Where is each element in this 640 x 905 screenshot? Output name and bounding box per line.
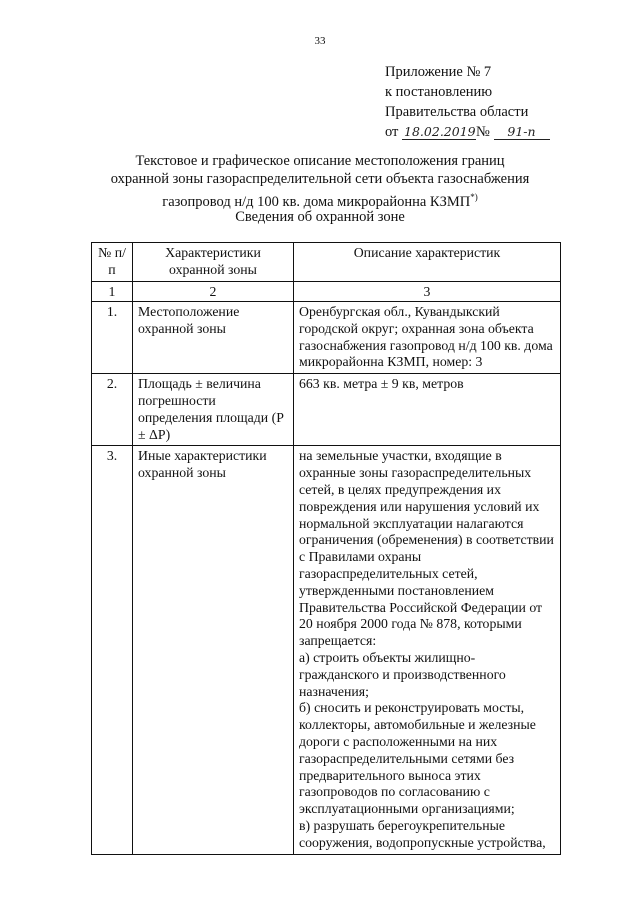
appendix-line-1: Приложение № 7 xyxy=(385,64,492,80)
row-characteristic: Местоположение охранной зоны xyxy=(133,302,294,374)
header-characteristics: Характеристики охранной зоны xyxy=(133,243,294,282)
header-description: Описание характеристик xyxy=(294,243,561,282)
row-description xyxy=(294,302,561,374)
table-row xyxy=(92,446,561,854)
appendix-block xyxy=(385,62,550,142)
table-index-row xyxy=(92,282,561,302)
index-cell-3: 3 xyxy=(294,282,561,302)
index-cell-2: 2 xyxy=(133,282,294,302)
number-label: № xyxy=(476,124,490,140)
protection-zone-table xyxy=(91,242,561,855)
from-label: от xyxy=(385,124,399,140)
index-cell-1: 1 xyxy=(92,282,133,302)
handwritten-number: 91-п xyxy=(494,125,550,140)
description-paragraph: на земельные участки, входящие в охранные зоны газораспределительных сетей, в целях предупреждения их повреждения или нарушения условий их нормальной эксплуатации налагаются ограничения (обременения) в соответствии с Правилами охраны газораспределительных сетей, утвержденными постановлением Правительства Российской Федерации от 20 ноября 2000 года № 878, которыми запрещается: xyxy=(299,448,554,649)
description-paragraph: а) строить объекты жилищно-гражданского и производственного назначения; xyxy=(299,649,506,699)
row-characteristic: Площадь ± величина погрешности определения площади (P ± ΔP) xyxy=(133,374,294,446)
row-number: 2. xyxy=(92,374,133,446)
row-number: 1. xyxy=(92,302,133,374)
page-number: 33 xyxy=(314,35,326,47)
appendix-line-3: Правительства области xyxy=(385,104,529,120)
row-number: 3. xyxy=(92,446,133,854)
appendix-line-2: к постановлению xyxy=(385,84,493,100)
description-paragraph: в) разрушать берегоукрепительные сооружения, водопропускные устройства, xyxy=(299,817,546,850)
title-line-1: Текстовое и графическое описание местоположения границ xyxy=(135,153,505,169)
appendix-date-line xyxy=(385,122,550,142)
description-paragraph: Оренбургская обл., Кувандыкский городской округ; охранная зона объекта газоснабжения газопровод н/д 100 кв. дома микрорайонна КЗМП, номер: 3 xyxy=(299,304,553,370)
row-description xyxy=(294,374,561,446)
footnote-mark: *) xyxy=(470,192,478,202)
title-line-3 xyxy=(0,188,640,211)
row-characteristic: Иные характеристики охранной зоны xyxy=(133,446,294,854)
description-paragraph: 663 кв. метра ± 9 кв, метров xyxy=(299,376,464,392)
row-description xyxy=(294,446,561,854)
table-row xyxy=(92,374,561,446)
title-line-2: охранной зоны газораспределительной сети объекта газоснабжения xyxy=(110,171,530,187)
header-number: № п/п xyxy=(92,243,133,282)
handwritten-date: 18.02.2019 xyxy=(404,124,476,139)
table-header-row xyxy=(92,243,561,282)
document-title xyxy=(0,152,640,211)
section-subtitle: Сведения об охранной зоне xyxy=(235,209,405,225)
title-line-3-text: газопровод н/д 100 кв. дома микрорайонна КЗМП xyxy=(162,193,471,210)
table-row xyxy=(92,302,561,374)
description-paragraph: б) сносить и реконструировать мосты, коллекторы, автомобильные и железные дороги с расположенными на них газораспределительными сетями без предварительного выноса этих газопроводов по согласованию с эксплуатационными организациями; xyxy=(299,700,536,817)
